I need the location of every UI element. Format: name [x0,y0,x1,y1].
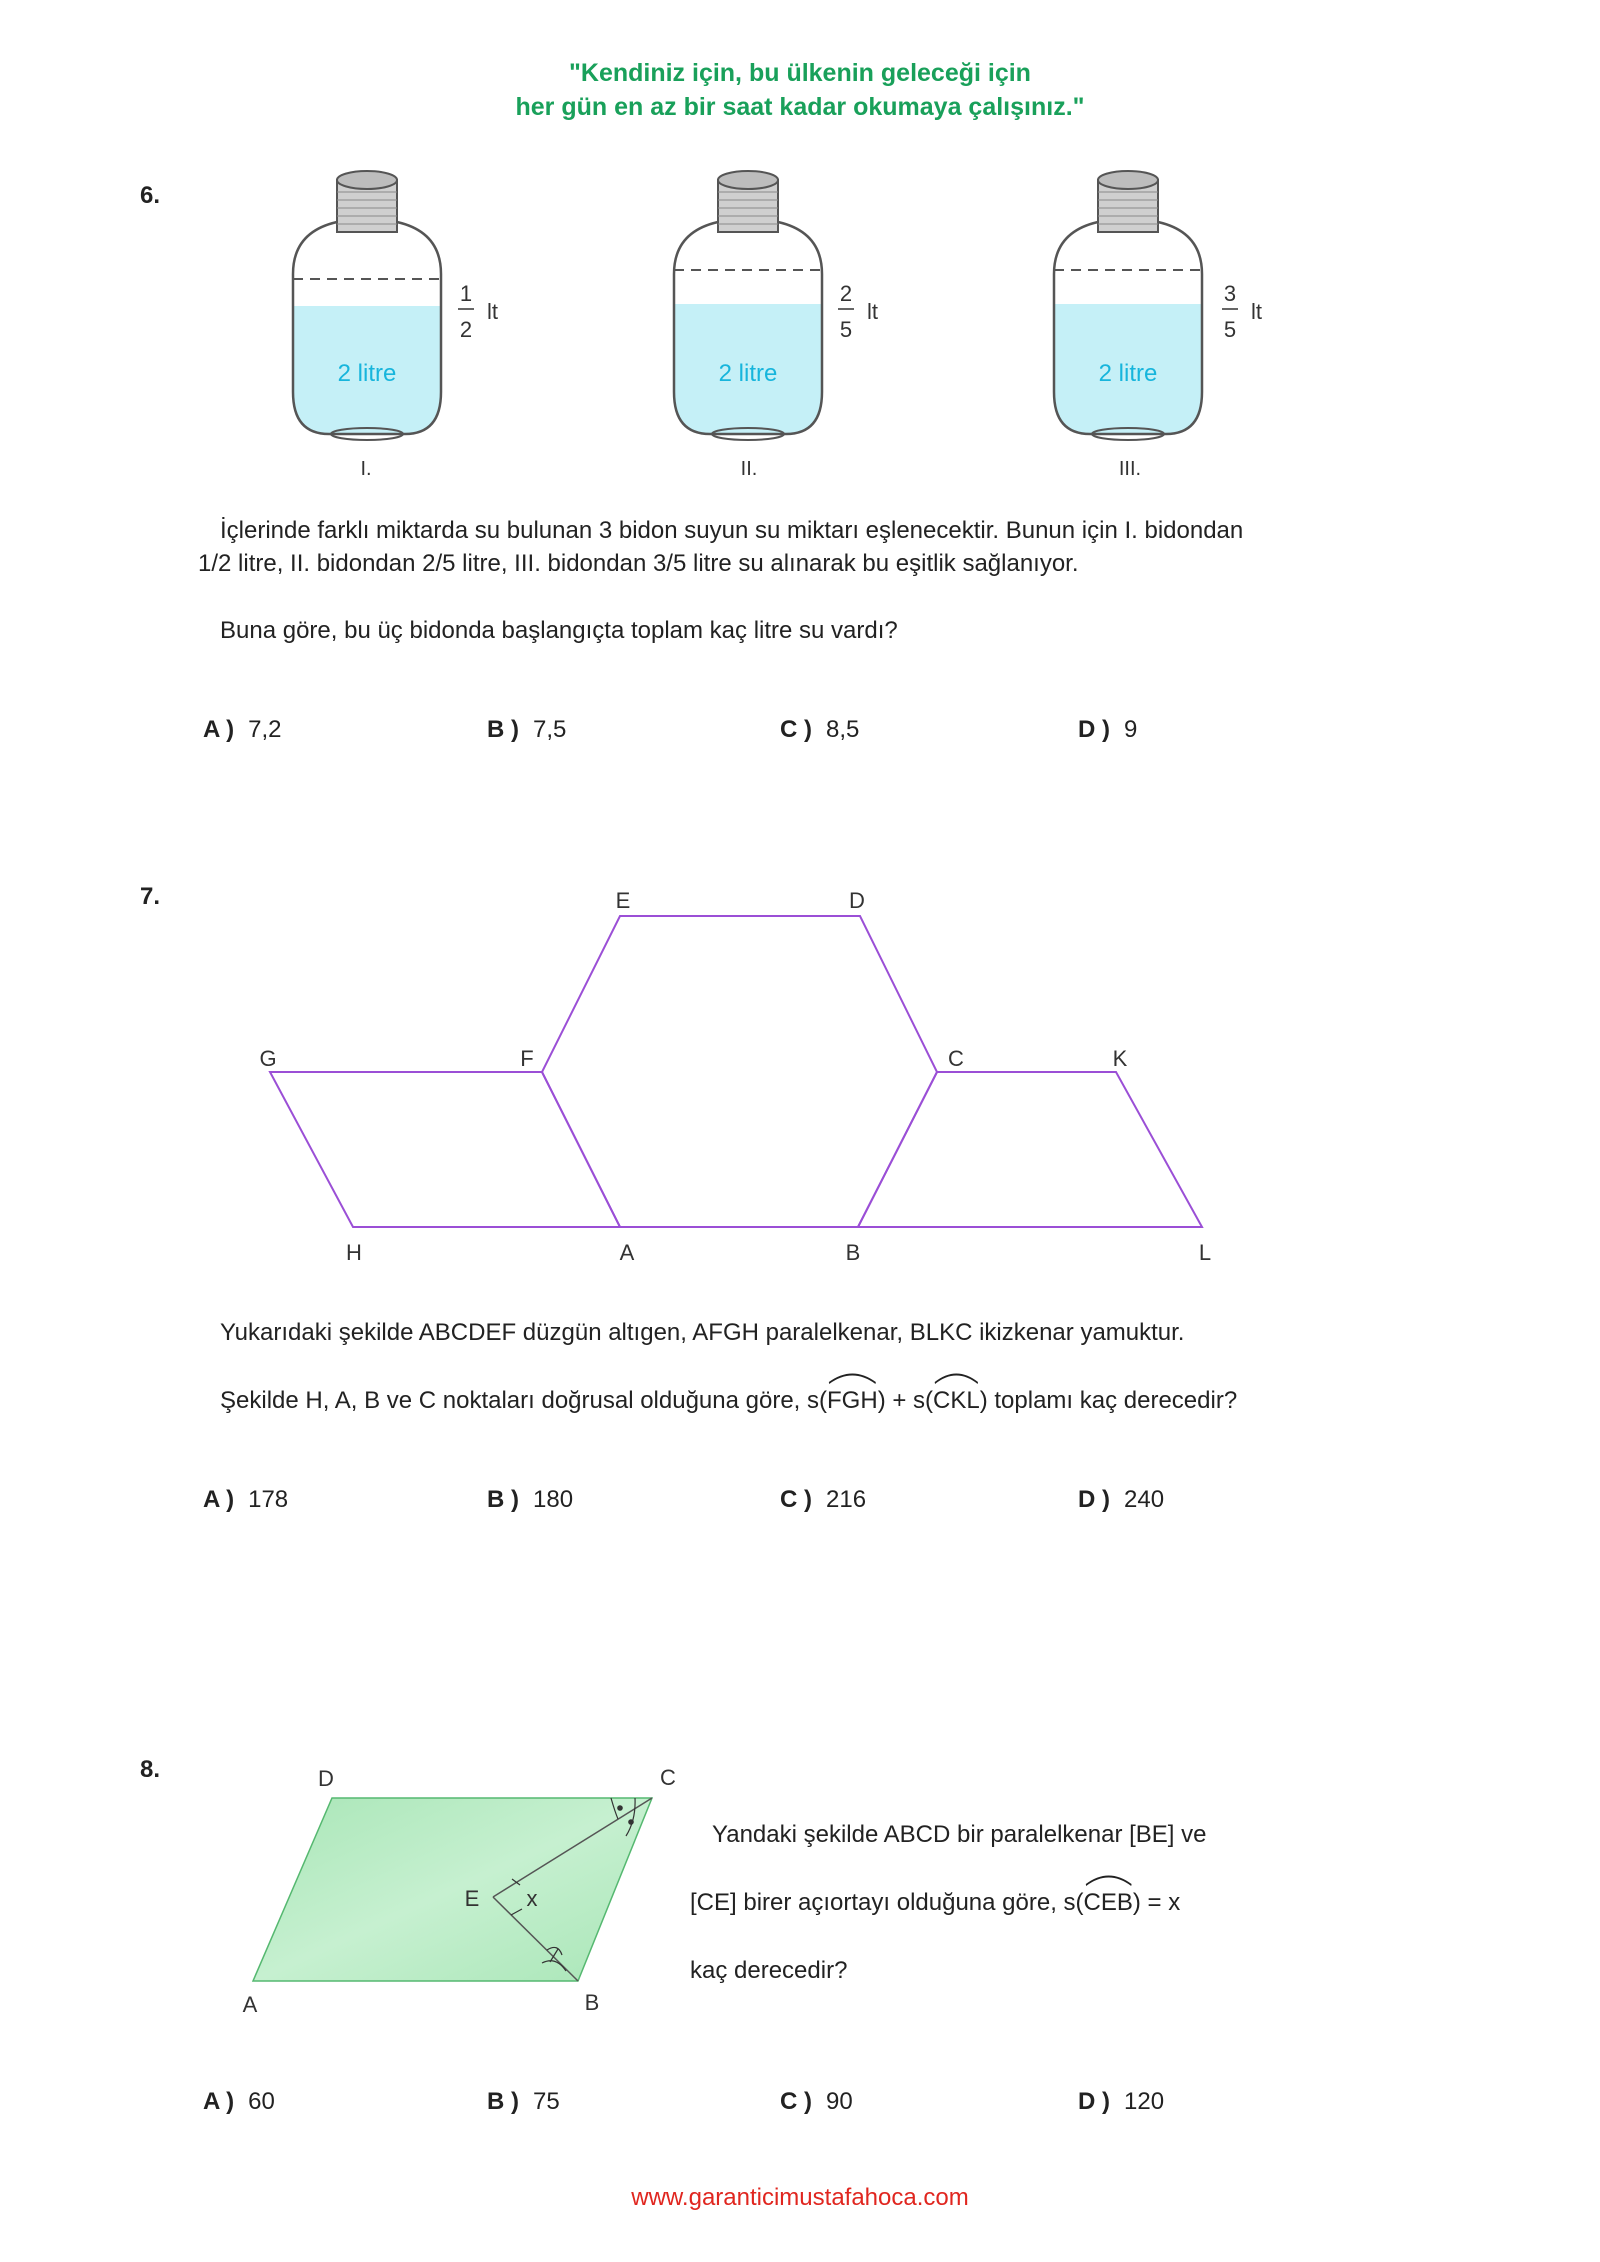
arc-mark-icon [933,1370,980,1384]
option-a[interactable] [203,2088,275,2116]
option-d[interactable] [1078,716,1137,744]
option-key: D ) [1078,2088,1110,2115]
fraction-numerator: 3 [1223,281,1237,306]
hexagon-figure [0,870,1600,1270]
option-value: 9 [1124,716,1138,743]
bottle-3-volume: 2 litre [1098,360,1158,387]
arc-label: CEB [1083,1889,1133,1916]
option-key: D ) [1078,1486,1110,1513]
option-value: 7,2 [248,716,282,743]
point-label: B [584,1990,600,2015]
option-d[interactable] [1078,1486,1164,1514]
fraction-denominator: 5 [1223,317,1237,342]
question-prompt: Buna göre, bu üç bidonda başlangıçta toplam kaç litre su vardı? [220,617,898,644]
option-value: 240 [1124,1486,1165,1513]
point-label: G [259,1046,277,1071]
point-label: K [1112,1046,1128,1071]
option-value: 8,5 [826,716,860,743]
point-label: C [660,1765,676,1790]
parallelogram-afgh [270,1072,620,1227]
option-value: 180 [533,1486,574,1513]
point-label: A [619,1240,635,1265]
arc-ceb [1084,1886,1133,1920]
option-d[interactable] [1078,2088,1164,2116]
prompt-part: ) = x [1132,1889,1181,1916]
bottles-figure [0,170,1600,490]
fraction-denominator: 2 [459,317,473,342]
question-text-line-2 [690,1886,1180,1920]
option-key: B ) [487,2088,519,2115]
angle-label: x [526,1886,538,1911]
point-label: C [948,1046,964,1071]
fraction-unit: lt [487,299,498,324]
question-text-line-1: Yandaki şekilde ABCD bir paralelkenar [BE] ve [712,1821,1207,1848]
prompt-part: ) + s( [877,1387,934,1414]
option-b[interactable] [487,1486,573,1514]
option-key: A ) [203,716,235,743]
arc-ckl [933,1384,980,1418]
bottle-2-volume: 2 litre [718,360,778,387]
option-c[interactable] [780,2088,853,2116]
point-label: B [845,1240,861,1265]
option-key: B ) [487,1486,519,1513]
trapezoid-blkc [858,1072,1202,1227]
website-link[interactable]: www.garanticimustafahoca.com [631,2184,969,2211]
angle-dot [617,1805,623,1811]
option-c[interactable] [780,716,859,744]
option-b[interactable] [487,2088,560,2116]
bottle-2-label: II. [740,458,758,480]
option-b[interactable] [487,716,566,744]
option-a[interactable] [203,716,281,744]
prompt-part: [CE] birer açıortayı olduğuna göre, s( [690,1889,1084,1916]
bottle-3 [1054,171,1202,440]
question-number: 6. [140,182,161,209]
option-value: 120 [1124,2088,1165,2115]
fraction-unit: lt [867,299,878,324]
prompt-part: ) toplamı kaç derecedir? [979,1387,1238,1414]
arc-mark-icon [1084,1872,1133,1886]
option-value: 216 [826,1486,867,1513]
option-key: C ) [780,1486,812,1513]
motto-line-2: her gün en az bir saat kadar okumaya çalışınız." [515,93,1085,121]
question-prompt: kaç derecedir? [690,1957,848,1984]
option-value: 90 [826,2088,853,2115]
option-key: A ) [203,2088,235,2115]
parallelogram-abcd [253,1798,652,1981]
option-key: C ) [780,716,812,743]
arc-label: CKL [933,1387,980,1414]
option-value: 60 [248,2088,275,2115]
hexagon-abcdef [542,916,937,1227]
prompt-part: Şekilde H, A, B ve C noktaları doğrusal olduğuna göre, s( [220,1387,828,1414]
option-key: D ) [1078,716,1110,743]
option-a[interactable] [203,1486,288,1514]
fraction-unit: lt [1251,299,1262,324]
option-key: A ) [203,1486,235,1513]
option-c[interactable] [780,1486,866,1514]
parallelogram-figure [0,1740,700,2030]
bottle-1-volume: 2 litre [337,360,397,387]
point-label: F [520,1046,534,1071]
point-label: A [242,1992,258,2017]
option-value: 178 [248,1486,289,1513]
point-label: H [346,1240,362,1265]
point-label: E [464,1886,480,1911]
fraction-numerator: 2 [839,281,853,306]
question-text-line-1: Yukarıdaki şekilde ABCDEF düzgün altıgen, AFGH paralelkenar, BLKC ikizkenar yamuktur. [220,1319,1185,1346]
angle-dot [628,1819,634,1825]
question-text-line-1: İçlerinde farklı miktarda su bulunan 3 bidon suyun su miktarı eşlenecektir. Bunun için I. bidondan [220,517,1244,544]
question-text-line-2: 1/2 litre, II. bidondan 2/5 litre, III. bidondan 3/5 litre su alınarak bu eşitlik sağlanıyor. [198,550,1079,577]
option-key: B ) [487,716,519,743]
arc-label: FGH [827,1387,878,1414]
question-number: 8. [140,1756,161,1783]
point-label: D [318,1766,334,1791]
bottle-1-label: I. [360,458,372,480]
question-prompt [220,1384,1237,1418]
point-label: D [849,888,865,913]
bottle-1 [293,171,441,440]
arc-mark-icon [827,1370,878,1384]
option-value: 75 [533,2088,560,2115]
fraction-denominator: 5 [839,317,853,342]
bottle-3-label: III. [1118,458,1142,480]
point-label: E [615,888,631,913]
option-key: C ) [780,2088,812,2115]
question-number: 7. [140,883,161,910]
fraction-numerator: 1 [459,281,473,306]
option-value: 7,5 [533,716,567,743]
point-label: L [1198,1240,1212,1265]
bottle-2 [674,171,822,440]
arc-fgh [827,1384,878,1418]
motto-line-1: "Kendiniz için, bu ülkenin geleceği için [569,59,1031,87]
